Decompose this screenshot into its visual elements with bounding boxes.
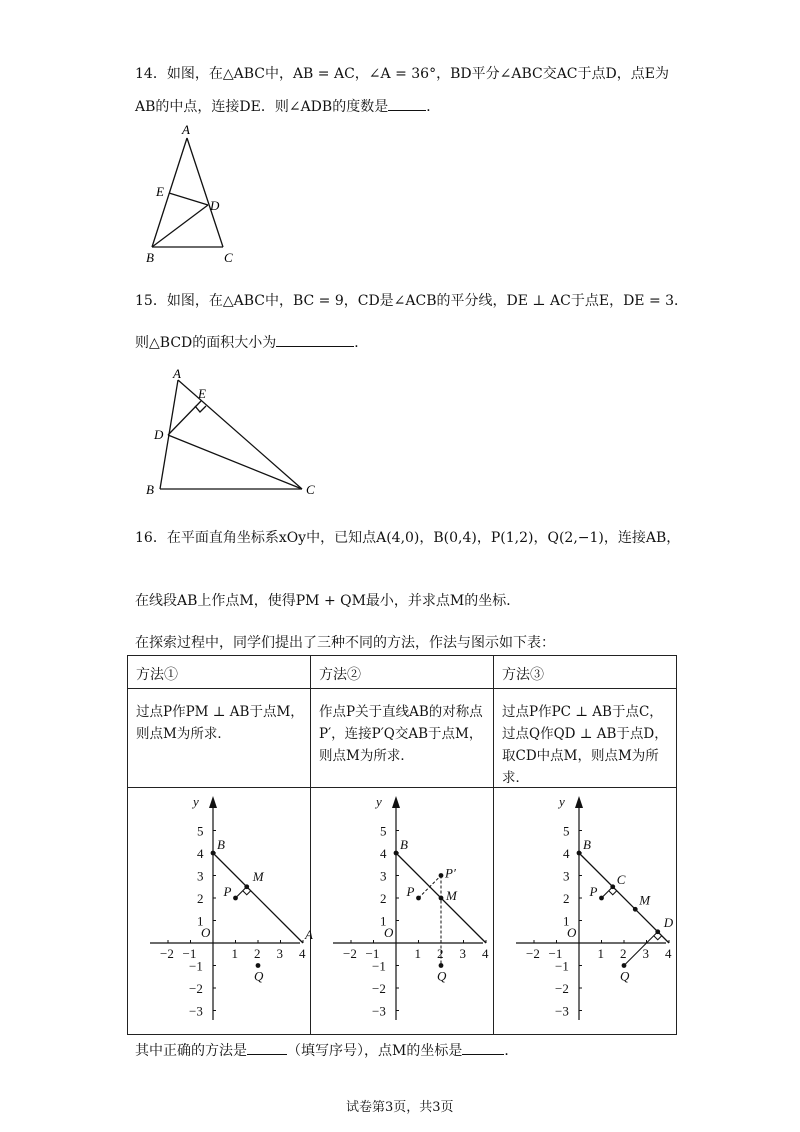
right-angle-mark-c xyxy=(609,891,617,895)
methods-graph-row xyxy=(128,788,677,1035)
x-tick-label: 2 xyxy=(620,946,627,961)
y-tick-label: 5 xyxy=(380,823,387,839)
point-b xyxy=(211,851,216,856)
y-axis-arrow xyxy=(392,796,400,808)
q15-line1: 15．如图，在△ABC中，BC = 9，CD是∠ACB的平分线，DE ⊥ AC于点E，DE = 3． xyxy=(135,293,689,309)
y-tick-label: −2 xyxy=(372,981,386,996)
origin-label: O xyxy=(567,925,577,940)
y-tick-label: 1 xyxy=(563,913,570,929)
q16-answer-blank-2 xyxy=(462,1040,504,1055)
method-1-title: 方法① xyxy=(136,667,178,683)
label-q: Q xyxy=(254,968,264,984)
label-b: B xyxy=(583,837,591,852)
y-tick-label: −1 xyxy=(555,958,569,974)
x-tick-label: 1 xyxy=(597,946,604,961)
label-m: M xyxy=(639,892,651,908)
right-angle-mark xyxy=(243,891,251,895)
point-c xyxy=(610,884,615,889)
label-b: B xyxy=(217,837,225,852)
methods-header-row xyxy=(128,656,677,689)
right-angle-mark-d xyxy=(654,936,662,940)
label-q: Q xyxy=(437,968,447,984)
y-tick-label: 5 xyxy=(197,823,204,839)
q14-answer-blank xyxy=(388,96,426,111)
q14-label-e: E xyxy=(156,184,164,199)
q14-line2-end: ． xyxy=(426,99,441,115)
q15-label-b: B xyxy=(146,482,154,497)
y-axis-arrow xyxy=(575,796,583,808)
point-b xyxy=(394,851,399,856)
y-tick-label: 4 xyxy=(563,846,570,861)
origin-label: O xyxy=(201,925,211,940)
x-tick-label: −2 xyxy=(343,946,357,961)
label-p: P xyxy=(589,884,598,899)
q14-triangle-figure xyxy=(140,120,250,270)
label-c: C xyxy=(616,871,626,887)
y-axis-label: y xyxy=(193,794,199,809)
y-axis-label: y xyxy=(376,794,382,809)
q15-line2 xyxy=(135,332,368,352)
segment-qd xyxy=(624,932,658,966)
label-pprime: P′ xyxy=(445,865,456,881)
label-b: B xyxy=(400,837,408,852)
x-tick-label: −2 xyxy=(160,946,174,961)
q16-line3: 在探索过程中，同学们提出了三种不同的方法，作法与图示如下表： xyxy=(135,635,555,651)
q14-line2-text: AB的中点，连接DE．则∠ADB的度数是 xyxy=(135,99,389,115)
x-tick-label: 3 xyxy=(459,946,466,961)
q14-line2 xyxy=(135,96,440,116)
x-tick-label: 2 xyxy=(254,946,261,961)
y-tick-label: 2 xyxy=(380,891,387,906)
x-tick-label: −2 xyxy=(526,946,540,961)
methods-table xyxy=(127,655,677,1035)
label-p: P xyxy=(223,884,232,899)
y-tick-label: 3 xyxy=(380,868,387,884)
x-tick-label: −1 xyxy=(548,946,563,961)
label-q: Q xyxy=(620,968,630,984)
q15-answer-blank xyxy=(276,332,354,347)
y-tick-label: −3 xyxy=(555,1003,569,1019)
y-tick-label: 4 xyxy=(380,846,387,861)
x-tick-label: 3 xyxy=(276,946,283,961)
point-q xyxy=(256,963,261,968)
point-m xyxy=(244,884,249,889)
q16-line2: 在线段AB上作点M，使得PM + QM最小，并求点M的坐标． xyxy=(135,593,521,609)
y-tick-label: 1 xyxy=(380,913,387,929)
label-a: A xyxy=(305,927,313,942)
label-m: M xyxy=(252,868,264,884)
y-tick-label: −2 xyxy=(555,981,569,996)
point-m xyxy=(633,907,638,912)
y-tick-label: 1 xyxy=(197,913,204,929)
y-tick-label: −1 xyxy=(189,958,203,974)
method-1-desc: 过点P作PM ⊥ AB于点M，则点M为所求． xyxy=(136,704,304,742)
method-1-graph-cell xyxy=(128,788,313,1034)
point-m xyxy=(439,896,444,901)
q15-label-a: A xyxy=(173,366,181,381)
y-axis-label: y xyxy=(559,794,565,809)
q14-label-c: C xyxy=(224,250,233,265)
y-tick-label: 4 xyxy=(197,846,204,861)
methods-desc-row xyxy=(128,689,677,788)
q15-line2-end: ． xyxy=(354,335,369,351)
point-b xyxy=(577,851,582,856)
y-tick-label: 2 xyxy=(563,891,570,906)
q16-answer-end: ． xyxy=(504,1043,519,1059)
q14-label-b: B xyxy=(146,250,154,265)
y-tick-label: −1 xyxy=(372,958,386,974)
method-2-desc: 作点P关于直线AB的对称点P′，连接P′Q交AB于点M，则点M为所求． xyxy=(319,704,483,764)
page-footer: 试卷第3页，共3页 xyxy=(346,1100,454,1115)
q16-answer-line xyxy=(135,1040,518,1060)
y-axis-arrow xyxy=(209,796,217,808)
q16-answer-blank-1 xyxy=(247,1040,287,1055)
q16-answer-b: （填写序号），点M的坐标是 xyxy=(287,1043,463,1059)
x-tick-label: −1 xyxy=(365,946,380,961)
y-tick-label: 3 xyxy=(197,868,204,884)
x-tick-label: 4 xyxy=(299,946,306,961)
x-tick-label: 4 xyxy=(665,946,672,961)
q15-label-c: C xyxy=(306,482,315,497)
x-tick-label: 3 xyxy=(642,946,649,961)
y-tick-label: 5 xyxy=(563,823,570,839)
q15-label-d: D xyxy=(154,427,164,442)
method-3-graph xyxy=(494,788,676,1034)
q14-line1: 14．如图，在△ABC中，AB = AC，∠A = 36°，BD平分∠ABC交AC于点D，点E为 xyxy=(135,66,669,82)
method-3-title: 方法③ xyxy=(502,667,544,683)
y-tick-label: 2 xyxy=(197,891,204,906)
q15-line2-text: 则△BCD的面积大小为 xyxy=(135,335,277,351)
y-tick-label: 3 xyxy=(563,868,570,884)
method-2-title: 方法② xyxy=(319,667,361,683)
q15-triangle-figure xyxy=(140,365,330,500)
x-tick-label: 4 xyxy=(482,946,489,961)
y-tick-label: −2 xyxy=(189,981,203,996)
y-tick-label: −3 xyxy=(372,1003,386,1019)
x-tick-label: 2 xyxy=(437,946,444,961)
q14-label-d: D xyxy=(210,198,220,213)
point-d xyxy=(655,929,660,934)
x-tick-label: −1 xyxy=(182,946,197,961)
q16-line1: 16．在平面直角坐标系xOy中，已知点A(4,0)，B(0,4)，P(1,2)，Q(2,−1)，连接AB， xyxy=(135,530,681,546)
x-tick-label: 1 xyxy=(414,946,421,961)
y-tick-label: −3 xyxy=(189,1003,203,1019)
label-p: P xyxy=(406,884,415,899)
method-2-graph xyxy=(311,788,493,1034)
label-m: M xyxy=(446,888,457,903)
method-3-desc: 过点P作PC ⊥ AB于点C，过点Q作QD ⊥ AB于点D，取CD中点M，则点M为所求． xyxy=(502,704,668,786)
origin-label: O xyxy=(384,925,394,940)
point-pprime xyxy=(439,873,444,878)
q14-label-a: A xyxy=(182,122,190,137)
method-1-graph xyxy=(128,788,313,1034)
x-tick-label: 1 xyxy=(231,946,238,961)
method-3-graph-cell xyxy=(494,788,676,1034)
method-2-graph-cell xyxy=(311,788,493,1034)
label-d: D xyxy=(663,914,674,930)
q16-answer-a: 其中正确的方法是 xyxy=(135,1043,247,1059)
q15-label-e: E xyxy=(198,386,206,401)
